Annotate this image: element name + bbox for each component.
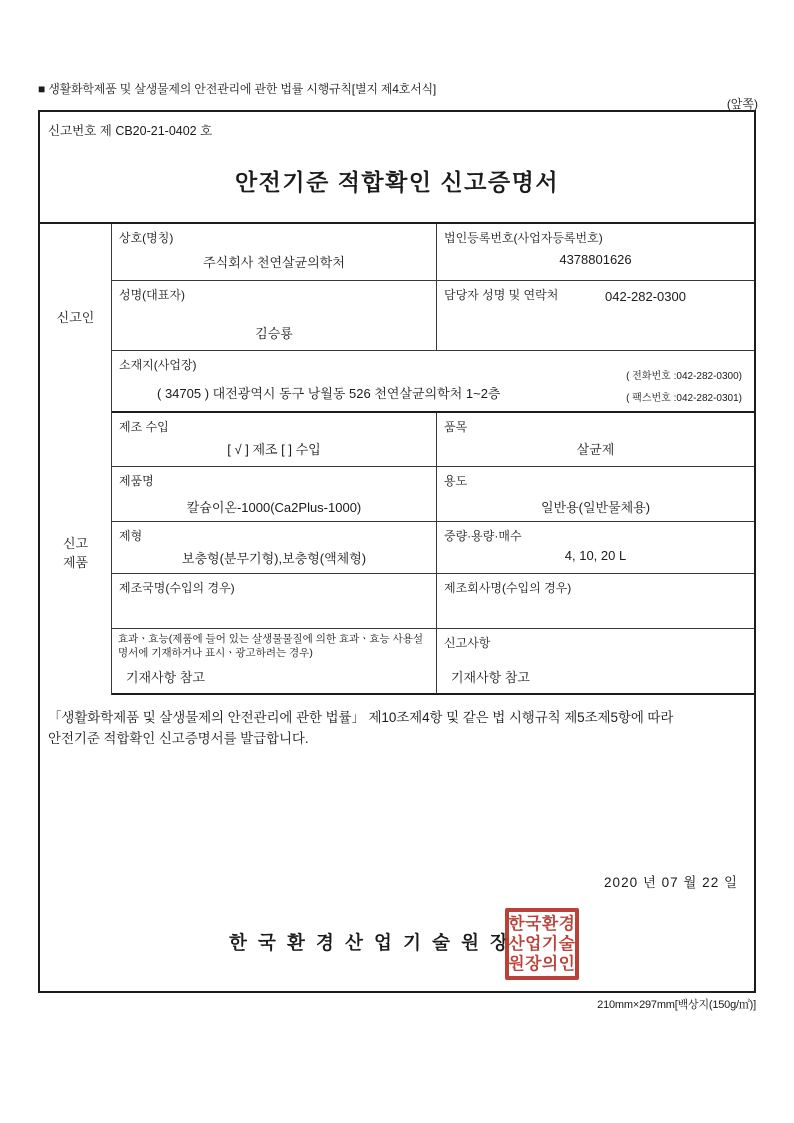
product-name-cell <box>112 467 437 521</box>
table-row <box>112 413 754 467</box>
declarant-section <box>40 224 754 413</box>
table-row <box>112 281 754 351</box>
report-items-cell <box>437 629 754 693</box>
square-bullet-icon: ■ <box>38 82 46 96</box>
issue-date: 2020 년 07 월 22 일 <box>604 875 738 890</box>
table-row <box>112 522 754 574</box>
manufacture-import-label: 제조 수입 <box>119 420 169 434</box>
fax-number: ( 팩스번호 :042-282-0301) <box>626 393 742 404</box>
registration-number-cell <box>437 224 754 280</box>
certificate-header <box>40 112 754 224</box>
form-type-value: 보충형(분무기형),보충형(액체형) <box>181 551 367 566</box>
form-rule-text: 생활화학제품 및 살생물제의 안전관리에 관한 법률 시행규칙[별지 제4호서식] <box>48 82 437 96</box>
declarant-section-label: 신고인 <box>40 224 112 413</box>
issuance-statement <box>40 695 754 750</box>
representative-name-cell <box>112 281 437 350</box>
registration-number-value: 4378801626 <box>559 252 632 267</box>
seal-text-row: 산업기술 <box>508 935 576 953</box>
product-section-label-line1: 신고 <box>62 536 89 552</box>
item-value: 살균제 <box>576 442 615 457</box>
company-name-cell <box>112 224 437 280</box>
contact-cell <box>437 281 754 350</box>
manufacturer-label: 제조회사명(수입의 경우) <box>444 581 572 595</box>
product-name-value: 칼슘이온-1000(Ca2Plus-1000) <box>186 500 362 515</box>
company-name-value: 주식회사 천연살균의학처 <box>203 255 345 270</box>
form-type-cell <box>112 522 437 573</box>
front-side-label: (앞쪽) <box>726 97 758 111</box>
origin-country-label: 제조국명(수입의 경우) <box>119 581 235 595</box>
table-row <box>112 224 754 281</box>
usage-cell <box>437 467 754 521</box>
manufacture-import-cell <box>112 413 437 466</box>
efficacy-cell <box>112 629 437 693</box>
efficacy-label: 효과ㆍ효능(제품에 들어 있는 살생물물질에 의한 효과ㆍ효능 사용설명서에 기재하거나 표시ㆍ광고하려는 경우) <box>118 633 424 659</box>
origin-country-cell <box>112 574 437 628</box>
representative-name-label: 성명(대표자) <box>119 288 185 302</box>
usage-value: 일반용(일반물체용) <box>540 500 651 515</box>
form-type-label: 제형 <box>119 529 143 543</box>
address-label: 소재지(사업장) <box>119 358 197 372</box>
phone-number: ( 전화번호 :042-282-0300) <box>626 371 742 382</box>
company-name-label: 상호(명칭) <box>119 231 174 245</box>
item-label: 품목 <box>444 420 468 434</box>
table-row <box>112 574 754 629</box>
weight-volume-label: 중량·용량·매수 <box>444 529 522 543</box>
official-seal-stamp <box>505 908 579 980</box>
usage-label: 용도 <box>444 474 468 488</box>
statement-line1: 「생활화학제품 및 살생물제의 안전관리에 관한 법률」 제10조제4항 및 같은 법 시행규칙 제5조제5항에 따라 <box>48 710 674 725</box>
table-row <box>112 629 754 695</box>
report-items-value: 기재사항 참고 <box>451 670 530 685</box>
table-row <box>112 467 754 522</box>
report-items-label: 신고사항 <box>444 636 491 650</box>
form-rule-note <box>38 80 436 97</box>
contact-label: 담당자 성명 및 연락처 <box>444 288 559 302</box>
product-section-label <box>40 413 112 695</box>
product-section <box>40 413 754 695</box>
address-cell <box>112 351 754 411</box>
paper-spec-note: 210mm×297mm[백상지(150g/㎡)] <box>597 999 756 1011</box>
table-row <box>112 351 754 413</box>
registration-number-label: 법인등록번호(사업자등록번호) <box>444 231 603 245</box>
manufacturer-cell <box>437 574 754 628</box>
product-section-label-line2: 제품 <box>62 555 89 570</box>
address-value: ( 34705 ) 대전광역시 동구 낭월동 526 천연살균의학처 1~2층 <box>157 386 501 401</box>
statement-line2: 안전기준 적합확인 신고증명서를 발급합니다. <box>48 730 309 746</box>
seal-text-row: 원장의인 <box>508 955 576 973</box>
seal-text-row: 한국환경 <box>508 915 576 933</box>
manufacture-import-value: [ √ ] 제조 [ ] 수입 <box>227 442 321 457</box>
weight-volume-value: 4, 10, 20 L <box>564 548 627 563</box>
item-cell <box>437 413 754 466</box>
issuance-area <box>40 695 754 991</box>
weight-volume-cell <box>437 522 754 573</box>
efficacy-value: 기재사항 참고 <box>126 670 205 685</box>
report-number: 신고번호 제 CB20-21-0402 호 <box>48 124 213 138</box>
representative-name-value: 김승룡 <box>255 326 293 341</box>
certificate-title: 안전기준 적합확인 신고증명서 <box>234 169 560 195</box>
certificate-frame <box>38 110 756 993</box>
issuer-title: 한 국 환 경 산 업 기 술 원 장 <box>229 932 511 953</box>
product-name-label: 제품명 <box>119 474 154 488</box>
contact-value: 042-282-0300 <box>605 289 686 304</box>
